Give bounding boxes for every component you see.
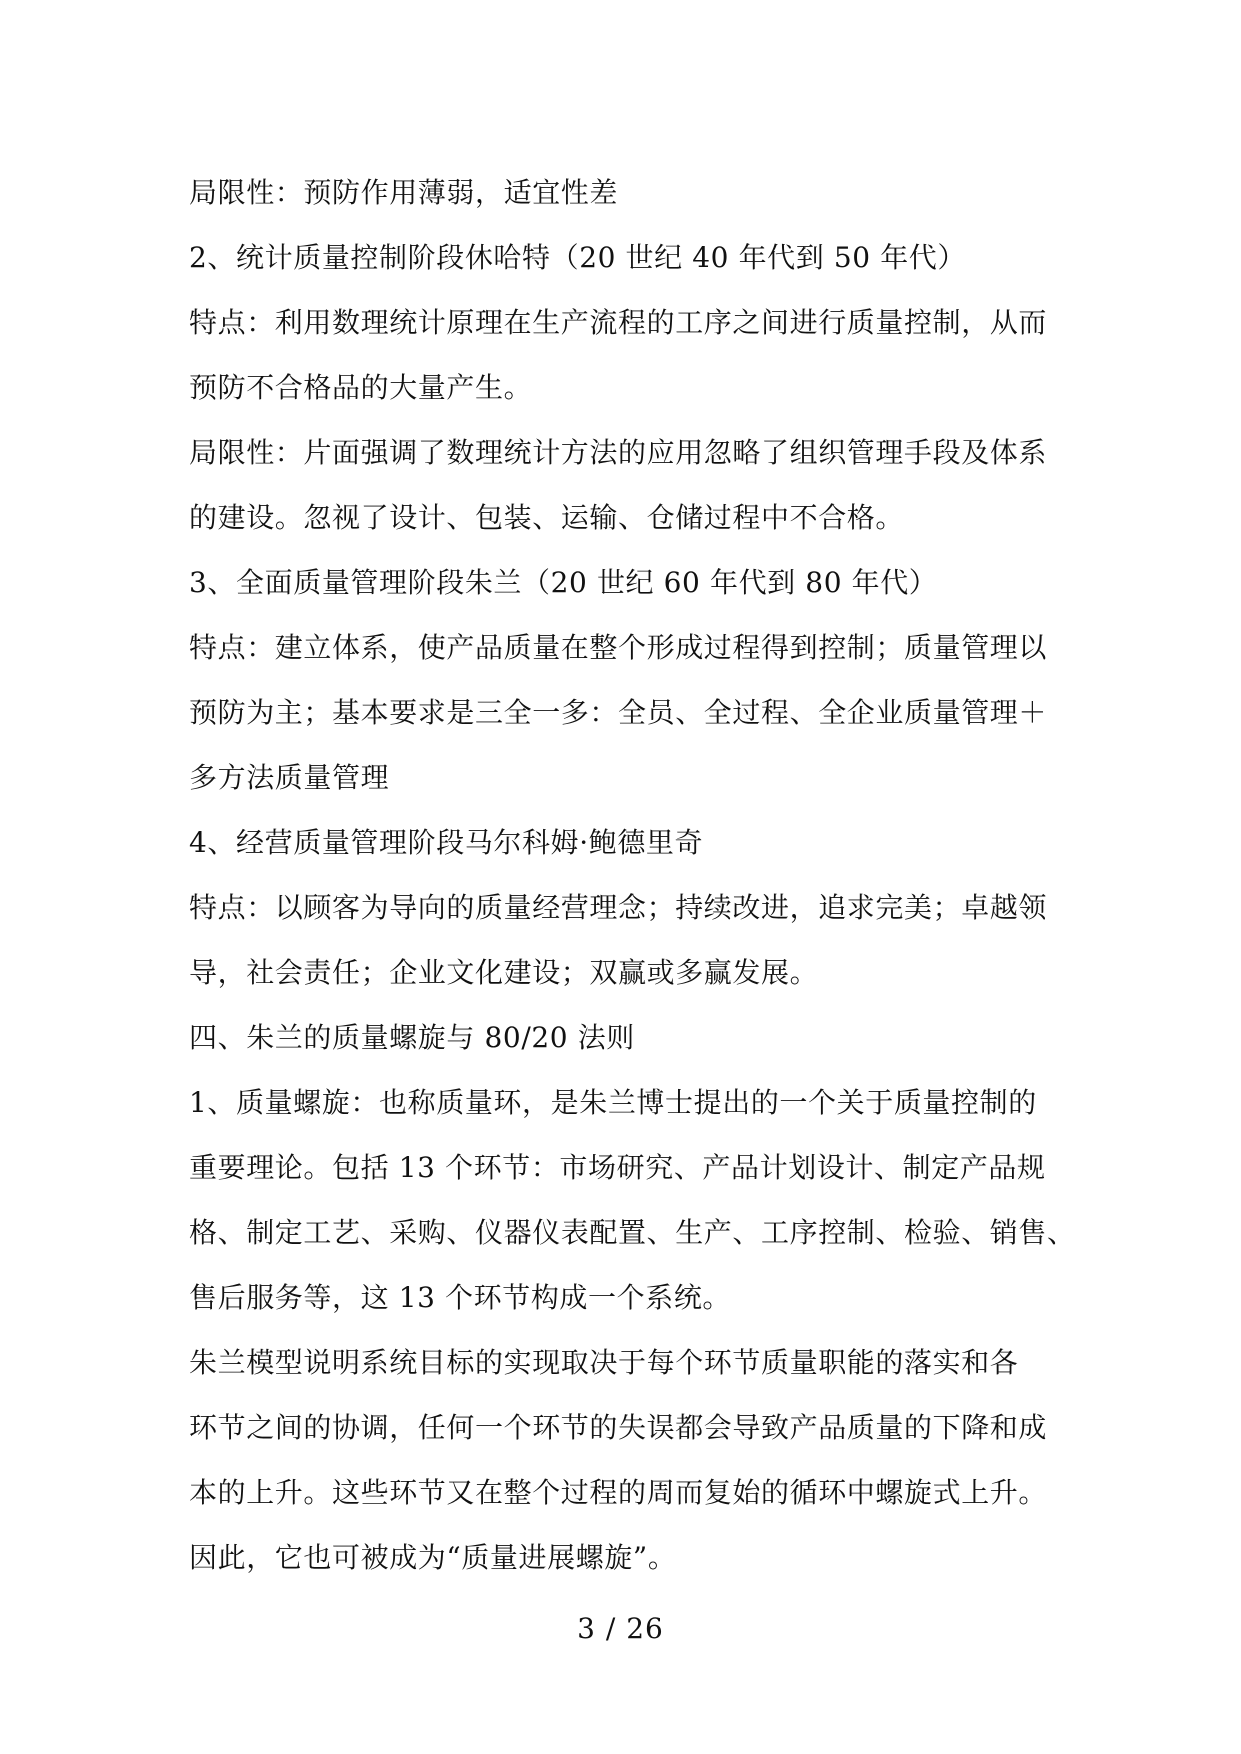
text-line: 的建设。忽视了设计、包装、运输、仓储过程中不合格。 [189, 501, 905, 534]
text-line: 局限性：预防作用薄弱，适宜性差 [189, 176, 619, 209]
text-line: 特点：建立体系，使产品质量在整个形成过程得到控制；质量管理以 [189, 631, 1048, 664]
body-text [189, 160, 1076, 1590]
text-line: 导，社会责任；企业文化建设；双赢或多赢发展。 [189, 956, 819, 989]
text-line: 预防不合格品的大量产生。 [189, 371, 533, 404]
page-number: 3 / 26 [577, 1612, 664, 1645]
text-line: 环节之间的协调，任何一个环节的失误都会导致产品质量的下降和成 [189, 1411, 1048, 1444]
text-line: 因此，它也可被成为“质量进展螺旋”。 [189, 1541, 677, 1574]
text-line: 特点：以顾客为导向的质量经营理念；持续改进，追求完美；卓越领 [189, 891, 1048, 924]
text-line: 1、质量螺旋：也称质量环，是朱兰博士提出的一个关于质量控制的 [189, 1086, 1037, 1119]
text-line: 重要理论。包括 13 个环节：市场研究、产品计划设计、制定产品规 [189, 1151, 1046, 1184]
text-line: 多方法质量管理 [189, 761, 390, 794]
text-line: 4、经营质量管理阶段马尔科姆·鲍德里奇 [189, 826, 704, 859]
text-line: 朱兰模型说明系统目标的实现取决于每个环节质量职能的落实和各 [189, 1346, 1019, 1379]
text-line: 局限性：片面强调了数理统计方法的应用忽略了组织管理手段及体系 [189, 436, 1048, 469]
text-line: 2、统计质量控制阶段休哈特（20 世纪 40 年代到 50 年代） [189, 241, 967, 274]
section-heading: 四、朱兰的质量螺旋与 80/20 法则 [189, 1021, 635, 1054]
text-line: 本的上升。这些环节又在整个过程的周而复始的循环中螺旋式上升。 [189, 1476, 1048, 1509]
text-line: 3、全面质量管理阶段朱兰（20 世纪 60 年代到 80 年代） [189, 566, 938, 599]
text-line: 售后服务等，这 13 个环节构成一个系统。 [189, 1281, 732, 1314]
text-line: 预防为主；基本要求是三全一多：全员、全过程、全企业质量管理＋ [189, 696, 1048, 729]
text-line: 特点：利用数理统计原理在生产流程的工序之间进行质量控制，从而 [189, 306, 1048, 339]
text-line: 格、制定工艺、采购、仪器仪表配置、生产、工序控制、检验、销售、 [189, 1216, 1076, 1249]
